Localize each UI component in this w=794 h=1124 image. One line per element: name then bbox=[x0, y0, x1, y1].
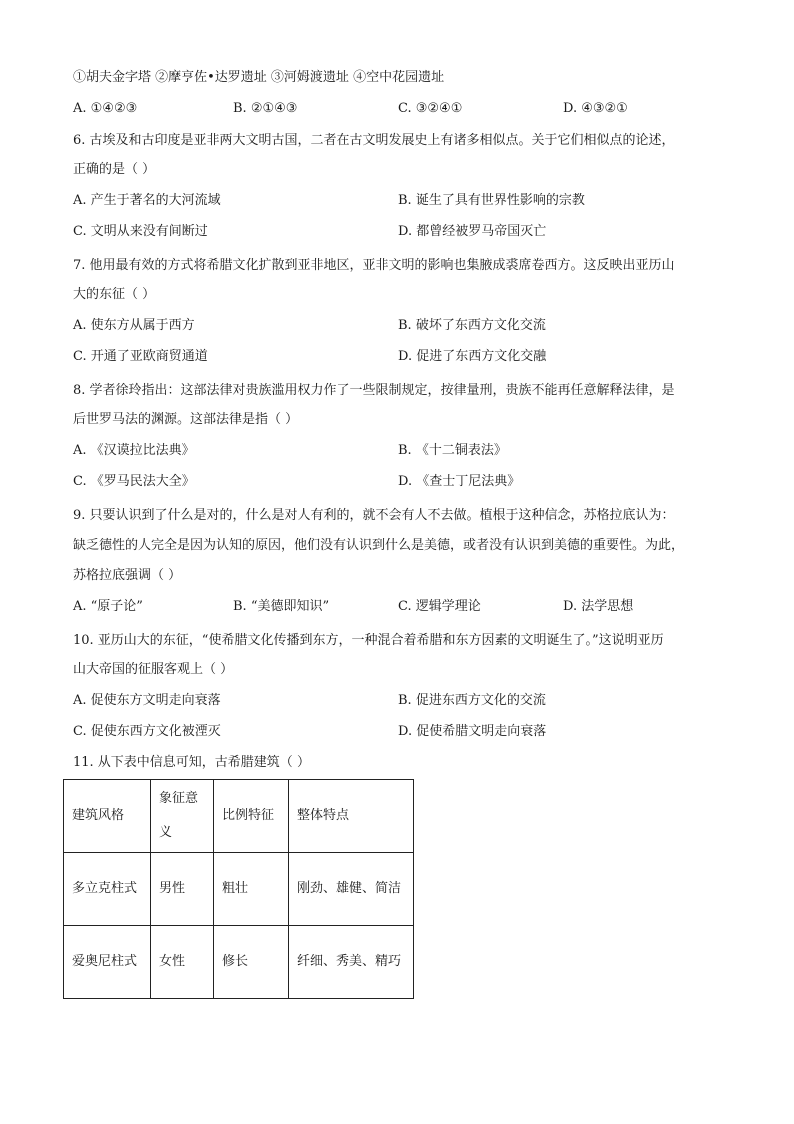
q6-option-d[interactable]: D. 都曾经被罗马帝国灭亡 bbox=[398, 224, 547, 239]
q9-stem-line2: 缺乏德性的人完全是因为认知的原因，他们没有认识到什么是美德，或者没有认识到美德的重要性。为此， bbox=[73, 538, 685, 553]
q8-option-a[interactable]: A. 《汉谟拉比法典》 bbox=[73, 443, 195, 458]
table-cell: 多立克柱式 bbox=[64, 853, 151, 926]
q7-option-c[interactable]: C. 开通了亚欧商贸通道 bbox=[73, 349, 208, 364]
q6-option-a[interactable]: A. 产生于著名的大河流域 bbox=[73, 193, 221, 208]
table-cell: 女性 bbox=[151, 926, 214, 999]
table-cell: 爱奥尼柱式 bbox=[64, 926, 151, 999]
table-row bbox=[64, 853, 414, 926]
q7-option-d[interactable]: D. 促进了东西方文化交融 bbox=[398, 349, 547, 364]
q6-stem-line1: 6. 古埃及和古印度是亚非两大文明古国，二者在古文明发展史上有诸多相似点。关于它们相似点的论述， bbox=[73, 133, 675, 148]
table-header-row bbox=[64, 780, 414, 853]
q10-stem-line2: 山大帝国的征服客观上（ ） bbox=[73, 662, 234, 677]
table-cell: 刚劲、雄健、简洁 bbox=[289, 853, 414, 926]
q7-option-b[interactable]: B. 破坏了东西方文化交流 bbox=[398, 318, 546, 333]
table-header-cell: 建筑风格 bbox=[64, 780, 151, 853]
q7-option-a[interactable]: A. 使东方从属于西方 bbox=[73, 318, 195, 333]
q9-stem-line1: 9. 只要认识到了什么是对的，什么是对人有利的，就不会有人不去做。植根于这种信念，苏格拉底认为： bbox=[73, 508, 675, 523]
table-cell: 纤细、秀美、精巧 bbox=[289, 926, 414, 999]
q7-stem-line1: 7. 他用最有效的方式将希腊文化扩散到亚非地区，亚非文明的影响也集腋成裘席卷西方。这反映出亚历山 bbox=[73, 258, 675, 273]
q8-stem-line2: 后世罗马法的渊源。这部法律是指（ ） bbox=[73, 412, 299, 427]
q10-option-d[interactable]: D. 促使希腊文明走向衰落 bbox=[398, 724, 547, 739]
q5-items: ①胡夫金字塔 ②摩亨佐•达罗遗址 ③河姆渡遗址 ④空中花园遗址 bbox=[73, 70, 445, 85]
q10-option-a[interactable]: A. 促使东方文明走向衰落 bbox=[73, 693, 221, 708]
q10-option-b[interactable]: B. 促进东西方文化的交流 bbox=[398, 693, 546, 708]
architecture-table bbox=[63, 779, 414, 999]
table-header-cell: 整体特点 bbox=[289, 780, 414, 853]
q5-option-b[interactable]: B. ②①④③ bbox=[233, 101, 298, 116]
q8-option-d[interactable]: D. 《查士丁尼法典》 bbox=[398, 474, 521, 489]
q7-stem-line2: 大的东征（ ） bbox=[73, 287, 156, 302]
q10-stem-line1: 10. 亚历山大的东征，“使希腊文化传播到东方，一种混合着希腊和东方因素的文明诞生了。”这说明亚历 bbox=[73, 633, 664, 648]
q8-option-c[interactable]: C. 《罗马民法大全》 bbox=[73, 474, 195, 489]
q5-option-d[interactable]: D. ④③②① bbox=[563, 101, 628, 116]
q9-option-d[interactable]: D. 法学思想 bbox=[563, 599, 634, 614]
q10-option-c[interactable]: C. 促使东西方文化被湮灭 bbox=[73, 724, 221, 739]
table-cell: 粗壮 bbox=[214, 853, 289, 926]
q6-option-b[interactable]: B. 诞生了具有世界性影响的宗教 bbox=[398, 193, 585, 208]
table-header-cell: 比例特征 bbox=[214, 780, 289, 853]
q6-stem-line2: 正确的是（ ） bbox=[73, 162, 156, 177]
q5-option-c[interactable]: C. ③②④① bbox=[398, 101, 463, 116]
q8-option-b[interactable]: B. 《十二铜表法》 bbox=[398, 443, 507, 458]
table-row bbox=[64, 926, 414, 999]
q11-stem: 11. 从下表中信息可知，古希腊建筑（ ） bbox=[73, 755, 310, 770]
q6-option-c[interactable]: C. 文明从来没有间断过 bbox=[73, 224, 208, 239]
table-header-cell: 象征意义 bbox=[151, 780, 214, 853]
table-cell: 男性 bbox=[151, 853, 214, 926]
q9-option-b[interactable]: B. “美德即知识” bbox=[233, 599, 330, 614]
q9-stem-line3: 苏格拉底强调（ ） bbox=[73, 568, 182, 583]
q9-option-a[interactable]: A. “原子论” bbox=[73, 599, 143, 614]
q8-stem-line1: 8. 学者徐玲指出：这部法律对贵族滥用权力作了一些限制规定，按律量刑，贵族不能再任意解释法律，是 bbox=[73, 383, 675, 398]
q5-option-a[interactable]: A. ①④②③ bbox=[73, 101, 138, 116]
table-cell: 修长 bbox=[214, 926, 289, 999]
q9-option-c[interactable]: C. 逻辑学理论 bbox=[398, 599, 481, 614]
